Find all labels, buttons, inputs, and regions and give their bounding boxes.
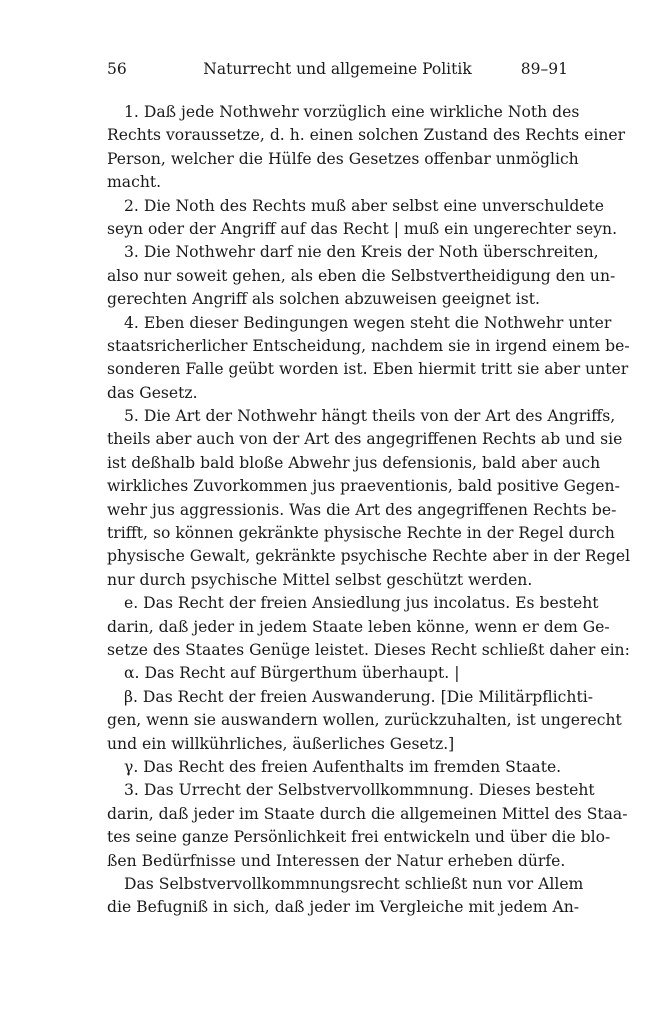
text-line: seyn oder der Angriff auf das Recht | muß ein ungerechter seyn.: [107, 219, 618, 238]
line-range: 89–91: [520, 60, 568, 78]
text-line: 4. Eben dieser Bedingungen wegen steht die Nothwehr unter: [124, 313, 612, 332]
text-line: physische Gewalt, gekränkte psychische Rechte aber in der Regel: [107, 547, 631, 566]
text-line: tes seine ganze Persönlichkeit frei entwickeln und über die blo-: [107, 828, 611, 847]
text-line: gerechten Angriff als solchen abzuweisen geeignet ist.: [107, 290, 541, 309]
page-header: [107, 60, 568, 84]
text-line: setze des Staates Genüge leistet. Dieses Recht schließt daher ein:: [107, 640, 630, 659]
text-line: wehr jus aggressionis. Was die Art des angegriffenen Rechts be-: [107, 500, 617, 519]
text-line: wirkliches Zuvorkommen jus praeventionis, bald positive Gegen-: [107, 477, 620, 496]
text-line: gen, wenn sie auswandern wollen, zurückzuhalten, ist ungerecht: [107, 711, 622, 730]
text-line: das Gesetz.: [107, 383, 198, 402]
text-line: sonderen Falle geübt worden ist. Eben hiermit tritt sie aber unter: [107, 360, 629, 379]
text-line: staatsricherlicher Entscheidung, nachdem sie in irgend einem be-: [107, 336, 630, 355]
text-line: 3. Die Nothwehr darf nie den Kreis der Noth überschreiten,: [124, 243, 599, 262]
text-line: 2. Die Noth des Rechts muß aber selbst eine unverschuldete: [124, 196, 605, 215]
text-line: ist deßhalb bald bloße Abwehr jus defensionis, bald aber auch: [107, 453, 601, 472]
text-line: Das Selbstvervollkommnungsrecht schließt nun vor Allem: [124, 874, 584, 893]
text-line: α. Das Recht auf Bürgerthum überhaupt. |: [124, 664, 460, 683]
text-line: Person, welcher die Hülfe des Gesetzes offenbar unmöglich: [107, 149, 579, 168]
body-text: [107, 101, 631, 920]
text-line: theils aber auch von der Art des angegriffenen Rechts ab und sie: [107, 430, 623, 449]
text-line: trifft, so können gekränkte physische Rechte in der Regel durch: [107, 524, 615, 543]
text-line: 5. Die Art der Nothwehr hängt theils von der Art des Angriffs,: [124, 407, 616, 426]
text-line: also nur soweit gehen, als eben die Selbstvertheidigung den un-: [107, 266, 616, 285]
text-line: und ein willkührliches, äußerliches Gesetz.]: [107, 734, 455, 753]
text-line: ßen Bedürfnisse und Interessen der Natur erheben dürfe.: [107, 851, 566, 870]
text-line: nur durch psychische Mittel selbst geschützt werden.: [107, 570, 533, 589]
text-line: die Befugniß in sich, daß jeder im Vergleiche mit jedem An-: [107, 898, 580, 917]
text-line: macht.: [107, 173, 162, 192]
text-line: darin, daß jeder in jedem Staate leben könne, wenn er dem Ge-: [107, 617, 610, 636]
text-line: γ. Das Recht des freien Aufenthalts im fremden Staate.: [124, 757, 562, 776]
text-line: Rechts voraussetze, d. h. einen solchen Zustand des Rechts einer: [107, 126, 626, 145]
text-line: e. Das Recht der freien Ansiedlung jus incolatus. Es besteht: [124, 594, 599, 613]
text-line: 3. Das Urrecht der Selbstvervollkommnung. Dieses besteht: [124, 781, 595, 800]
text-line: β. Das Recht der freien Auswanderung. [Die Militärpflichti-: [124, 687, 593, 706]
page-number: 56: [107, 60, 127, 78]
running-title: Naturrecht und allgemeine Politik: [203, 60, 472, 78]
text-line: 1. Daß jede Nothwehr vorzüglich eine wirkliche Noth des: [124, 103, 580, 121]
text-line: darin, daß jeder im Staate durch die allgemeinen Mittel des Staa-: [107, 804, 628, 823]
